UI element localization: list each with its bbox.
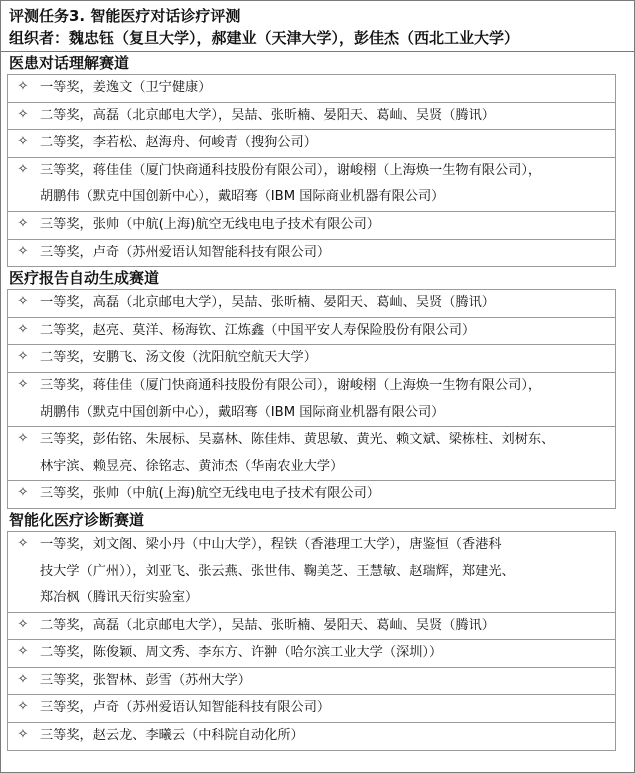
award-item (7, 103, 616, 131)
award-item (7, 668, 616, 696)
award-item-text: 三等奖，卢奇（苏州爱语认知智能科技有限公司） (40, 244, 331, 260)
diamond-bullet-icon: ✧ (17, 644, 29, 660)
award-item (7, 723, 616, 751)
award-list (7, 531, 616, 751)
award-list (7, 74, 616, 267)
track-title: 智能化医疗诊断赛道 (9, 510, 145, 529)
award-item-text: 三等奖，蒋佳佳（厦门快商通科技股份有限公司），谢峻栩（上海焕一生物有限公司）， 胡鹏伟（默克中国创新中心），戴昭骞（IBM 国际商业机器有限公司） (40, 162, 542, 205)
award-item (7, 212, 616, 240)
track-title: 医患对话理解赛道 (9, 54, 130, 72)
award-item-text: 三等奖，赵云龙、李曦云（中科院自动化所） (40, 728, 304, 744)
award-item-text: 二等奖，高磊（北京邮电大学），吴喆、张昕楠、晏阳天、葛屾、吴贤（腾讯） (40, 107, 495, 123)
award-item-text: 一等奖，姜逸文（卫宁健康） (40, 80, 212, 95)
diamond-bullet-icon: ✧ (17, 485, 29, 501)
diamond-bullet-icon: ✧ (17, 79, 29, 94)
diamond-bullet-icon: ✧ (17, 349, 29, 365)
award-item (7, 613, 616, 641)
award-item (7, 695, 616, 723)
diamond-bullet-icon: ✧ (17, 376, 29, 392)
diamond-bullet-icon: ✧ (17, 727, 29, 743)
diamond-bullet-icon: ✧ (17, 431, 29, 447)
award-item-text: 一等奖，高磊（北京邮电大学），吴喆、张昕楠、晏阳天、葛屾、吴贤（腾讯） (40, 295, 495, 311)
award-item (7, 481, 616, 509)
tracks-container (1, 52, 634, 751)
track-section (1, 509, 634, 751)
award-item (7, 290, 616, 318)
diamond-bullet-icon: ✧ (17, 616, 29, 632)
award-item-text: 二等奖，安鹏飞、汤文俊（沈阳航空航天大学） (40, 350, 317, 366)
diamond-bullet-icon: ✧ (17, 161, 29, 177)
diamond-bullet-icon: ✧ (17, 134, 29, 150)
award-item (7, 75, 616, 103)
award-item (7, 373, 616, 427)
document-header (1, 1, 634, 52)
award-item (7, 240, 616, 268)
award-item (7, 130, 616, 158)
award-item (7, 427, 616, 481)
award-item-text: 三等奖，卢奇（苏州爱语认知智能科技有限公司） (40, 700, 331, 716)
track-section (1, 52, 634, 267)
diamond-bullet-icon: ✧ (17, 243, 29, 259)
task-title: 评测任务3. 智能医疗对话诊疗评测 (9, 7, 241, 25)
award-item-text: 三等奖，张帅（中航(上海)航空无线电电子技术有限公司） (40, 216, 380, 232)
award-item-text: 三等奖，张帅（中航(上海)航空无线电电子技术有限公司） (40, 486, 380, 502)
award-item-text: 三等奖，蒋佳佳（厦门快商通科技股份有限公司），谢峻栩（上海焕一生物有限公司）， 胡鹏伟（默克中国创新中心），戴昭骞（IBM 国际商业机器有限公司） (40, 377, 542, 420)
diamond-bullet-icon: ✧ (17, 215, 29, 231)
award-item-text: 二等奖，赵亮、莫洋、杨海钦、江炼鑫（中国平安人寿保险股份有限公司） (40, 322, 476, 338)
diamond-bullet-icon: ✧ (17, 106, 29, 122)
award-item-text: 三等奖，彭佑铭、朱展标、吴嘉林、陈佳炜、黄思敏、黄光、赖文斌、梁栋柱、刘树东、 林宇滨、赖昱亮、徐铭志、黄沛杰（华南农业大学） (40, 432, 555, 474)
track-section (1, 267, 634, 509)
award-item-text: 二等奖，高磊（北京邮电大学），吴喆、张昕楠、晏阳天、葛屾、吴贤（腾讯） (40, 617, 495, 633)
diamond-bullet-icon: ✧ (17, 535, 29, 551)
award-item-text: 二等奖，李若松、赵海舟、何峻青（搜狗公司） (40, 135, 317, 151)
award-item (7, 345, 616, 373)
organizers-line: 组织者：魏忠钰（复旦大学），郝建业（天津大学），彭佳杰（西北工业大学） (9, 29, 520, 47)
diamond-bullet-icon: ✧ (17, 699, 29, 715)
award-item (7, 158, 616, 212)
award-item-text: 一等奖，刘文阁、梁小丹（中山大学），程铁（香港理工大学），唐鉴恒（香港科 技大学（广州）），刘亚飞、张云燕、张世伟、鞠美芝、王慧敏、赵瑞辉，郑建光、 郑冶枫（腾讯天衍实验室） (40, 536, 515, 606)
award-list (7, 289, 616, 509)
award-item (7, 532, 616, 613)
award-item-text: 二等奖，陈俊颖、周文秀、李东方、许翀（哈尔滨工业大学（深圳）） (40, 645, 443, 661)
diamond-bullet-icon: ✧ (17, 671, 29, 687)
award-item (7, 318, 616, 346)
diamond-bullet-icon: ✧ (17, 294, 29, 310)
diamond-bullet-icon: ✧ (17, 321, 29, 337)
track-title: 医疗报告自动生成赛道 (9, 269, 160, 288)
award-item-text: 三等奖，张智林、彭雪（苏州大学） (40, 672, 251, 688)
award-item (7, 640, 616, 668)
